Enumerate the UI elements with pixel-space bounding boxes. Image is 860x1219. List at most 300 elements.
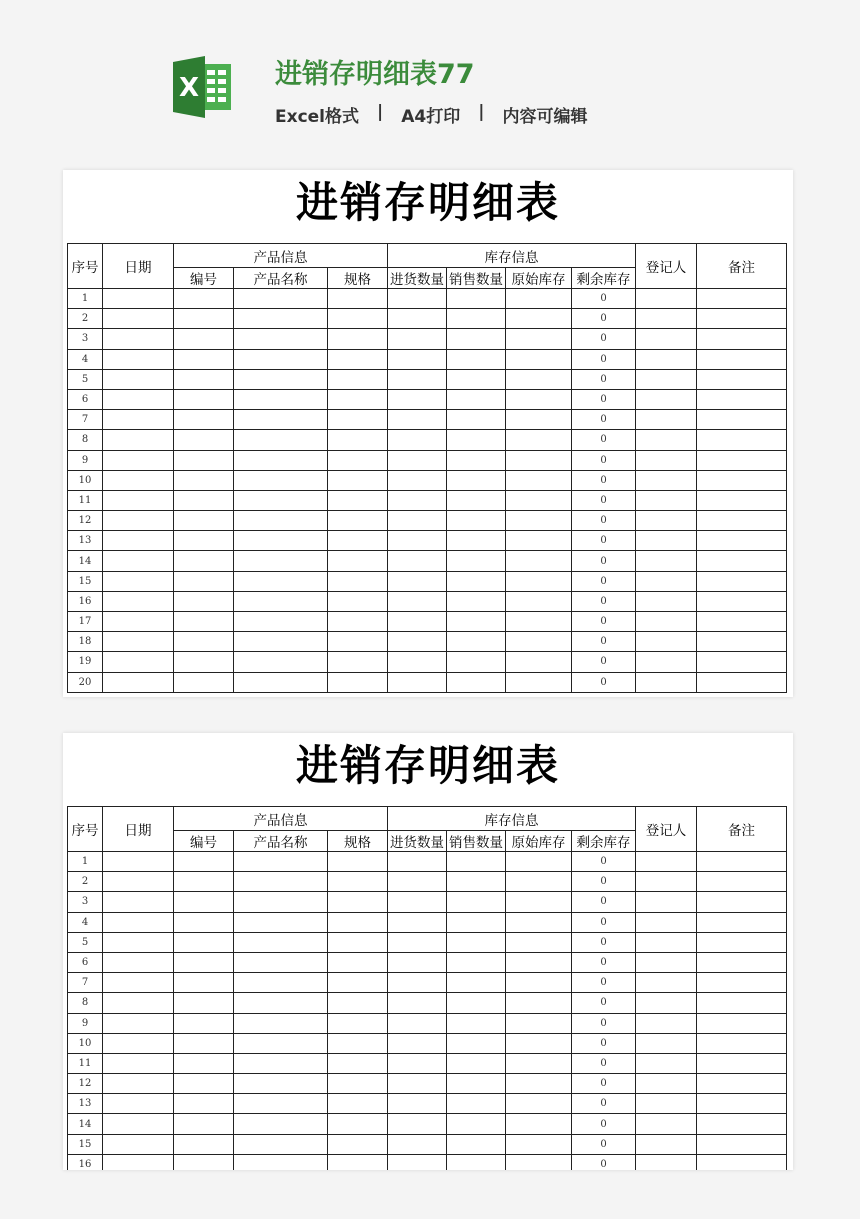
cell[interactable] [234, 1053, 328, 1073]
cell[interactable] [636, 289, 697, 309]
cell[interactable] [506, 531, 572, 551]
cell[interactable] [174, 672, 234, 692]
cell[interactable] [328, 872, 388, 892]
cell[interactable] [636, 1074, 697, 1094]
cell[interactable] [506, 932, 572, 952]
cell[interactable] [174, 389, 234, 409]
cell[interactable] [697, 289, 787, 309]
cell[interactable] [174, 329, 234, 349]
cell[interactable] [636, 430, 697, 450]
cell[interactable] [697, 450, 787, 470]
cell[interactable] [103, 973, 174, 993]
cell[interactable] [174, 1134, 234, 1154]
cell[interactable] [388, 872, 447, 892]
remaining-stock-cell[interactable]: 0 [572, 652, 636, 672]
remaining-stock-cell[interactable]: 0 [572, 389, 636, 409]
cell[interactable] [174, 490, 234, 510]
cell[interactable] [697, 612, 787, 632]
cell[interactable] [636, 450, 697, 470]
remaining-stock-cell[interactable]: 0 [572, 1053, 636, 1073]
cell[interactable] [447, 369, 506, 389]
cell[interactable] [103, 932, 174, 952]
cell[interactable] [636, 1114, 697, 1134]
cell[interactable] [388, 289, 447, 309]
cell[interactable] [697, 932, 787, 952]
cell[interactable] [697, 1013, 787, 1033]
cell[interactable] [328, 892, 388, 912]
cell[interactable] [388, 551, 447, 571]
cell[interactable] [328, 289, 388, 309]
cell[interactable] [234, 912, 328, 932]
cell[interactable] [636, 389, 697, 409]
cell[interactable] [636, 369, 697, 389]
cell[interactable] [697, 430, 787, 450]
remaining-stock-cell[interactable]: 0 [572, 551, 636, 571]
remaining-stock-cell[interactable]: 0 [572, 1134, 636, 1154]
cell[interactable] [328, 470, 388, 490]
cell[interactable] [174, 511, 234, 531]
cell[interactable] [447, 932, 506, 952]
cell[interactable] [234, 329, 328, 349]
cell[interactable] [388, 1154, 447, 1170]
cell[interactable] [447, 289, 506, 309]
remaining-stock-cell[interactable]: 0 [572, 872, 636, 892]
cell[interactable] [506, 369, 572, 389]
remaining-stock-cell[interactable]: 0 [572, 289, 636, 309]
cell[interactable] [328, 1033, 388, 1053]
remaining-stock-cell[interactable]: 0 [572, 369, 636, 389]
cell[interactable] [234, 1094, 328, 1114]
remaining-stock-cell[interactable]: 0 [572, 531, 636, 551]
cell[interactable] [506, 389, 572, 409]
cell[interactable] [506, 490, 572, 510]
cell[interactable] [234, 470, 328, 490]
cell[interactable] [506, 571, 572, 591]
cell[interactable] [234, 1114, 328, 1134]
cell[interactable] [447, 632, 506, 652]
cell[interactable] [388, 1094, 447, 1114]
cell[interactable] [174, 932, 234, 952]
cell[interactable] [103, 490, 174, 510]
cell[interactable] [506, 511, 572, 531]
cell[interactable] [328, 329, 388, 349]
cell[interactable] [103, 1094, 174, 1114]
cell[interactable] [328, 369, 388, 389]
cell[interactable] [636, 470, 697, 490]
cell[interactable] [447, 470, 506, 490]
cell[interactable] [447, 952, 506, 972]
cell[interactable] [234, 430, 328, 450]
cell[interactable] [636, 329, 697, 349]
cell[interactable] [388, 852, 447, 872]
cell[interactable] [388, 1134, 447, 1154]
cell[interactable] [328, 632, 388, 652]
cell[interactable] [447, 993, 506, 1013]
cell[interactable] [174, 1114, 234, 1134]
cell[interactable] [234, 349, 328, 369]
cell[interactable] [506, 892, 572, 912]
cell[interactable] [103, 912, 174, 932]
cell[interactable] [447, 591, 506, 611]
cell[interactable] [103, 430, 174, 450]
cell[interactable] [636, 892, 697, 912]
cell[interactable] [697, 591, 787, 611]
cell[interactable] [506, 430, 572, 450]
cell[interactable] [697, 470, 787, 490]
cell[interactable] [174, 349, 234, 369]
remaining-stock-cell[interactable]: 0 [572, 470, 636, 490]
cell[interactable] [506, 1114, 572, 1134]
cell[interactable] [697, 993, 787, 1013]
cell[interactable] [328, 932, 388, 952]
cell[interactable] [174, 410, 234, 430]
cell[interactable] [697, 912, 787, 932]
remaining-stock-cell[interactable]: 0 [572, 1074, 636, 1094]
cell[interactable] [636, 973, 697, 993]
cell[interactable] [234, 389, 328, 409]
cell[interactable] [388, 410, 447, 430]
cell[interactable] [388, 1053, 447, 1073]
cell[interactable] [697, 1114, 787, 1134]
cell[interactable] [506, 973, 572, 993]
remaining-stock-cell[interactable]: 0 [572, 329, 636, 349]
cell[interactable] [697, 1134, 787, 1154]
cell[interactable] [234, 672, 328, 692]
cell[interactable] [174, 892, 234, 912]
cell[interactable] [174, 973, 234, 993]
cell[interactable] [447, 511, 506, 531]
cell[interactable] [447, 430, 506, 450]
cell[interactable] [506, 450, 572, 470]
cell[interactable] [328, 511, 388, 531]
cell[interactable] [388, 1114, 447, 1134]
cell[interactable] [103, 531, 174, 551]
cell[interactable] [234, 612, 328, 632]
remaining-stock-cell[interactable]: 0 [572, 612, 636, 632]
cell[interactable] [328, 973, 388, 993]
cell[interactable] [103, 349, 174, 369]
cell[interactable] [103, 369, 174, 389]
cell[interactable] [103, 952, 174, 972]
cell[interactable] [234, 1154, 328, 1170]
cell[interactable] [234, 1134, 328, 1154]
cell[interactable] [447, 1053, 506, 1073]
cell[interactable] [506, 1074, 572, 1094]
cell[interactable] [636, 652, 697, 672]
remaining-stock-cell[interactable]: 0 [572, 672, 636, 692]
cell[interactable] [636, 872, 697, 892]
cell[interactable] [447, 571, 506, 591]
cell[interactable] [103, 632, 174, 652]
cell[interactable] [447, 652, 506, 672]
cell[interactable] [234, 993, 328, 1013]
cell[interactable] [636, 571, 697, 591]
cell[interactable] [174, 1013, 234, 1033]
cell[interactable] [328, 1013, 388, 1033]
cell[interactable] [636, 349, 697, 369]
cell[interactable] [103, 672, 174, 692]
cell[interactable] [506, 410, 572, 430]
cell[interactable] [447, 490, 506, 510]
cell[interactable] [234, 450, 328, 470]
cell[interactable] [636, 993, 697, 1013]
cell[interactable] [328, 410, 388, 430]
cell[interactable] [697, 672, 787, 692]
cell[interactable] [447, 410, 506, 430]
cell[interactable] [636, 591, 697, 611]
cell[interactable] [447, 1134, 506, 1154]
cell[interactable] [506, 1154, 572, 1170]
cell[interactable] [234, 973, 328, 993]
cell[interactable] [388, 470, 447, 490]
cell[interactable] [328, 1074, 388, 1094]
cell[interactable] [328, 993, 388, 1013]
cell[interactable] [447, 309, 506, 329]
cell[interactable] [174, 632, 234, 652]
remaining-stock-cell[interactable]: 0 [572, 1154, 636, 1170]
cell[interactable] [328, 389, 388, 409]
cell[interactable] [388, 450, 447, 470]
cell[interactable] [103, 1074, 174, 1094]
cell[interactable] [506, 1094, 572, 1114]
cell[interactable] [636, 1013, 697, 1033]
cell[interactable] [388, 1033, 447, 1053]
cell[interactable] [388, 973, 447, 993]
remaining-stock-cell[interactable]: 0 [572, 952, 636, 972]
cell[interactable] [697, 369, 787, 389]
cell[interactable] [234, 1033, 328, 1053]
cell[interactable] [103, 993, 174, 1013]
cell[interactable] [328, 430, 388, 450]
remaining-stock-cell[interactable]: 0 [572, 632, 636, 652]
cell[interactable] [103, 410, 174, 430]
cell[interactable] [103, 571, 174, 591]
cell[interactable] [388, 632, 447, 652]
remaining-stock-cell[interactable]: 0 [572, 1094, 636, 1114]
cell[interactable] [234, 410, 328, 430]
cell[interactable] [447, 852, 506, 872]
cell[interactable] [103, 652, 174, 672]
cell[interactable] [174, 470, 234, 490]
cell[interactable] [447, 531, 506, 551]
cell[interactable] [506, 1013, 572, 1033]
cell[interactable] [103, 289, 174, 309]
cell[interactable] [328, 349, 388, 369]
cell[interactable] [636, 612, 697, 632]
cell[interactable] [388, 531, 447, 551]
cell[interactable] [234, 511, 328, 531]
cell[interactable] [103, 852, 174, 872]
remaining-stock-cell[interactable]: 0 [572, 511, 636, 531]
cell[interactable] [174, 952, 234, 972]
cell[interactable] [506, 591, 572, 611]
cell[interactable] [388, 309, 447, 329]
cell[interactable] [447, 872, 506, 892]
cell[interactable] [234, 571, 328, 591]
cell[interactable] [506, 872, 572, 892]
cell[interactable] [506, 1053, 572, 1073]
cell[interactable] [328, 571, 388, 591]
cell[interactable] [506, 952, 572, 972]
cell[interactable] [636, 1134, 697, 1154]
cell[interactable] [388, 389, 447, 409]
cell[interactable] [388, 993, 447, 1013]
cell[interactable] [388, 932, 447, 952]
cell[interactable] [697, 872, 787, 892]
cell[interactable] [174, 1033, 234, 1053]
cell[interactable] [174, 591, 234, 611]
cell[interactable] [697, 389, 787, 409]
cell[interactable] [234, 632, 328, 652]
cell[interactable] [447, 329, 506, 349]
cell[interactable] [447, 551, 506, 571]
cell[interactable] [636, 531, 697, 551]
cell[interactable] [506, 470, 572, 490]
cell[interactable] [388, 912, 447, 932]
cell[interactable] [328, 672, 388, 692]
cell[interactable] [328, 1094, 388, 1114]
cell[interactable] [636, 672, 697, 692]
cell[interactable] [388, 369, 447, 389]
remaining-stock-cell[interactable]: 0 [572, 932, 636, 952]
remaining-stock-cell[interactable]: 0 [572, 912, 636, 932]
cell[interactable] [328, 1134, 388, 1154]
cell[interactable] [103, 450, 174, 470]
cell[interactable] [328, 450, 388, 470]
cell[interactable] [636, 551, 697, 571]
cell[interactable] [697, 1094, 787, 1114]
cell[interactable] [174, 852, 234, 872]
cell[interactable] [388, 349, 447, 369]
cell[interactable] [234, 289, 328, 309]
remaining-stock-cell[interactable]: 0 [572, 1013, 636, 1033]
cell[interactable] [103, 1154, 174, 1170]
cell[interactable] [506, 349, 572, 369]
cell[interactable] [174, 872, 234, 892]
remaining-stock-cell[interactable]: 0 [572, 349, 636, 369]
remaining-stock-cell[interactable]: 0 [572, 892, 636, 912]
cell[interactable] [174, 450, 234, 470]
cell[interactable] [174, 993, 234, 1013]
cell[interactable] [506, 289, 572, 309]
cell[interactable] [697, 329, 787, 349]
cell[interactable] [447, 1013, 506, 1033]
cell[interactable] [174, 369, 234, 389]
cell[interactable] [447, 1154, 506, 1170]
cell[interactable] [447, 973, 506, 993]
cell[interactable] [388, 1074, 447, 1094]
cell[interactable] [328, 490, 388, 510]
cell[interactable] [506, 652, 572, 672]
cell[interactable] [636, 1094, 697, 1114]
cell[interactable] [328, 1154, 388, 1170]
cell[interactable] [636, 511, 697, 531]
cell[interactable] [697, 551, 787, 571]
cell[interactable] [447, 389, 506, 409]
cell[interactable] [697, 652, 787, 672]
cell[interactable] [234, 952, 328, 972]
cell[interactable] [328, 531, 388, 551]
cell[interactable] [697, 1053, 787, 1073]
cell[interactable] [174, 1053, 234, 1073]
cell[interactable] [234, 872, 328, 892]
cell[interactable] [174, 289, 234, 309]
cell[interactable] [636, 912, 697, 932]
cell[interactable] [388, 892, 447, 912]
cell[interactable] [697, 1033, 787, 1053]
cell[interactable] [447, 1074, 506, 1094]
cell[interactable] [697, 852, 787, 872]
cell[interactable] [103, 1013, 174, 1033]
cell[interactable] [697, 531, 787, 551]
cell[interactable] [328, 952, 388, 972]
remaining-stock-cell[interactable]: 0 [572, 450, 636, 470]
cell[interactable] [234, 531, 328, 551]
cell[interactable] [697, 490, 787, 510]
cell[interactable] [636, 490, 697, 510]
cell[interactable] [506, 1033, 572, 1053]
cell[interactable] [103, 1134, 174, 1154]
remaining-stock-cell[interactable]: 0 [572, 430, 636, 450]
cell[interactable] [636, 309, 697, 329]
cell[interactable] [447, 672, 506, 692]
cell[interactable] [234, 551, 328, 571]
cell[interactable] [697, 309, 787, 329]
cell[interactable] [388, 329, 447, 349]
cell[interactable] [388, 430, 447, 450]
cell[interactable] [103, 591, 174, 611]
cell[interactable] [388, 652, 447, 672]
cell[interactable] [174, 652, 234, 672]
cell[interactable] [636, 932, 697, 952]
cell[interactable] [636, 632, 697, 652]
cell[interactable] [697, 1154, 787, 1170]
cell[interactable] [174, 571, 234, 591]
cell[interactable] [234, 932, 328, 952]
cell[interactable] [328, 912, 388, 932]
cell[interactable] [328, 591, 388, 611]
cell[interactable] [174, 430, 234, 450]
cell[interactable] [174, 309, 234, 329]
cell[interactable] [506, 1134, 572, 1154]
cell[interactable] [697, 349, 787, 369]
cell[interactable] [447, 892, 506, 912]
cell[interactable] [447, 612, 506, 632]
cell[interactable] [103, 1114, 174, 1134]
cell[interactable] [506, 329, 572, 349]
cell[interactable] [174, 551, 234, 571]
cell[interactable] [328, 1053, 388, 1073]
cell[interactable] [103, 1053, 174, 1073]
cell[interactable] [636, 410, 697, 430]
cell[interactable] [103, 511, 174, 531]
cell[interactable] [388, 672, 447, 692]
cell[interactable] [506, 993, 572, 1013]
cell[interactable] [388, 571, 447, 591]
cell[interactable] [174, 612, 234, 632]
cell[interactable] [636, 952, 697, 972]
cell[interactable] [447, 450, 506, 470]
cell[interactable] [388, 490, 447, 510]
remaining-stock-cell[interactable]: 0 [572, 973, 636, 993]
cell[interactable] [506, 309, 572, 329]
cell[interactable] [636, 1033, 697, 1053]
cell[interactable] [234, 1013, 328, 1033]
cell[interactable] [636, 1154, 697, 1170]
cell[interactable] [388, 612, 447, 632]
cell[interactable] [234, 591, 328, 611]
cell[interactable] [636, 1053, 697, 1073]
